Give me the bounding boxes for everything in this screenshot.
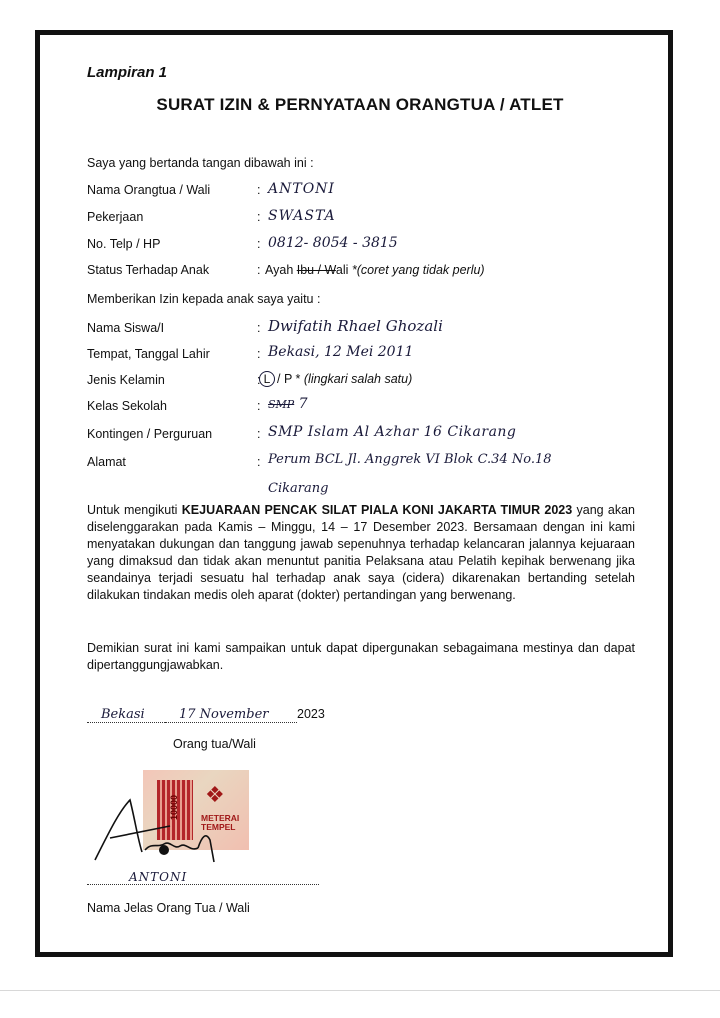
student-name-value: Dwifatih Rhael Ghozali [268,317,443,335]
birth-label: Tempat, Tanggal Lahir [87,347,210,361]
colon: : [257,183,261,197]
signer-name: ANTONI [129,870,188,884]
p1-rest: yang akan diselenggarakan pada Kamis – Minggu, 14 – 17 Desember 2023. Bersamaan dengan ini kami menyatakan dukungan dan tanggung jawab sepenuhnya terhadap kelancaran jalannya kejuaraan yang dimaksud dan tidak akan menuntut panitia Pelaksana atau Pelatih kepihak berwenang jika seandainya terjadi sesuatu hal terhadap anak saya (cidera) dikarenakan bertanding setelah dilakukan tindakan medis oleh aparat (dokter) pertandingan yang berwenang. [87,503,635,602]
colon: : [257,427,261,441]
signing-date [87,707,325,723]
status-note: *(coret yang tidak perlu) [351,263,485,277]
colon: : [257,321,261,335]
document-title: SURAT IZIN & PERNYATAAN ORANGTUA / ATLET [156,95,564,114]
job-label: Pekerjaan [87,210,144,224]
class-label: Kelas Sekolah [87,399,167,413]
job-value: SWASTA [268,208,336,224]
signer-role: Orang tua/Wali [173,737,256,751]
phone-value: 0812- 8054 - 3815 [268,235,398,251]
class-value: 7 [298,396,308,412]
signing-year: 2023 [297,707,325,721]
p1-start: Untuk mengikuti [87,503,178,517]
status-options [265,263,485,277]
statement-paragraph [87,502,635,604]
contingent-label: Kontingen / Perguruan [87,427,213,441]
colon: : [257,373,261,387]
signer-name-line [87,870,319,885]
address-line-1: Perum BCL Jl. Anggrek VI Blok C.34 No.18 [268,452,552,467]
intro-text: Saya yang bertanda tangan dibawah ini : [87,156,314,170]
phone-label: No. Telp / HP [87,237,161,251]
status-label: Status Terhadap Anak [87,263,210,277]
gender-rest: / P * [277,372,301,386]
class-struck: SMP [268,398,295,411]
birth-value: Bekasi, 12 Mei 2011 [268,344,414,360]
gender-note: (lingkari salah satu) [303,372,413,386]
status-ibu-struck: Ibu / W [296,263,336,277]
event-name: KEJUARAAN PENCAK SILAT PIALA KONI JAKARTA TIMUR 2023 [181,503,573,517]
address-label: Alamat [87,455,126,469]
colon: : [257,399,261,413]
status-wali: ali [335,263,349,277]
signer-caption: Nama Jelas Orang Tua / Wali [87,901,250,915]
colon: : [257,263,261,277]
garuda-emblem-icon: ❖ [205,782,225,807]
signing-day-month: 17 November [179,707,269,722]
class-value-wrap [268,396,308,412]
colon: : [257,210,261,224]
gender-options [259,371,412,387]
colon: : [257,237,261,251]
page-edge-line [0,990,720,991]
stamp-value: 10000 [169,794,179,820]
colon: : [257,347,261,361]
status-ayah: Ayah [265,263,294,277]
stamp-text-2: TEMPEL [201,822,236,832]
gender-l-circled: L [259,371,275,387]
parent-name-value: ANTONI [268,181,335,197]
address-line-2: Cikarang [268,481,329,496]
closing-paragraph: Demikian surat ini kami sampaikan untuk dapat dipergunakan sebagaimana mestinya dan dapat dipertanggungjawabkan. [87,641,635,672]
colon: : [257,455,261,469]
student-name-label: Nama Siswa/I [87,321,165,335]
parent-name-label: Nama Orangtua / Wali [87,183,211,197]
handwritten-signature [90,790,230,870]
gender-label: Jenis Kelamin [87,373,165,387]
lampiran-label: Lampiran 1 [87,64,168,81]
signing-place: Bekasi [101,707,145,722]
contingent-value: SMP Islam Al Azhar 16 Cikarang [268,424,517,440]
permission-intro: Memberikan Izin kepada anak saya yaitu : [87,292,321,306]
stamp-text-1: METERAI [201,813,240,823]
